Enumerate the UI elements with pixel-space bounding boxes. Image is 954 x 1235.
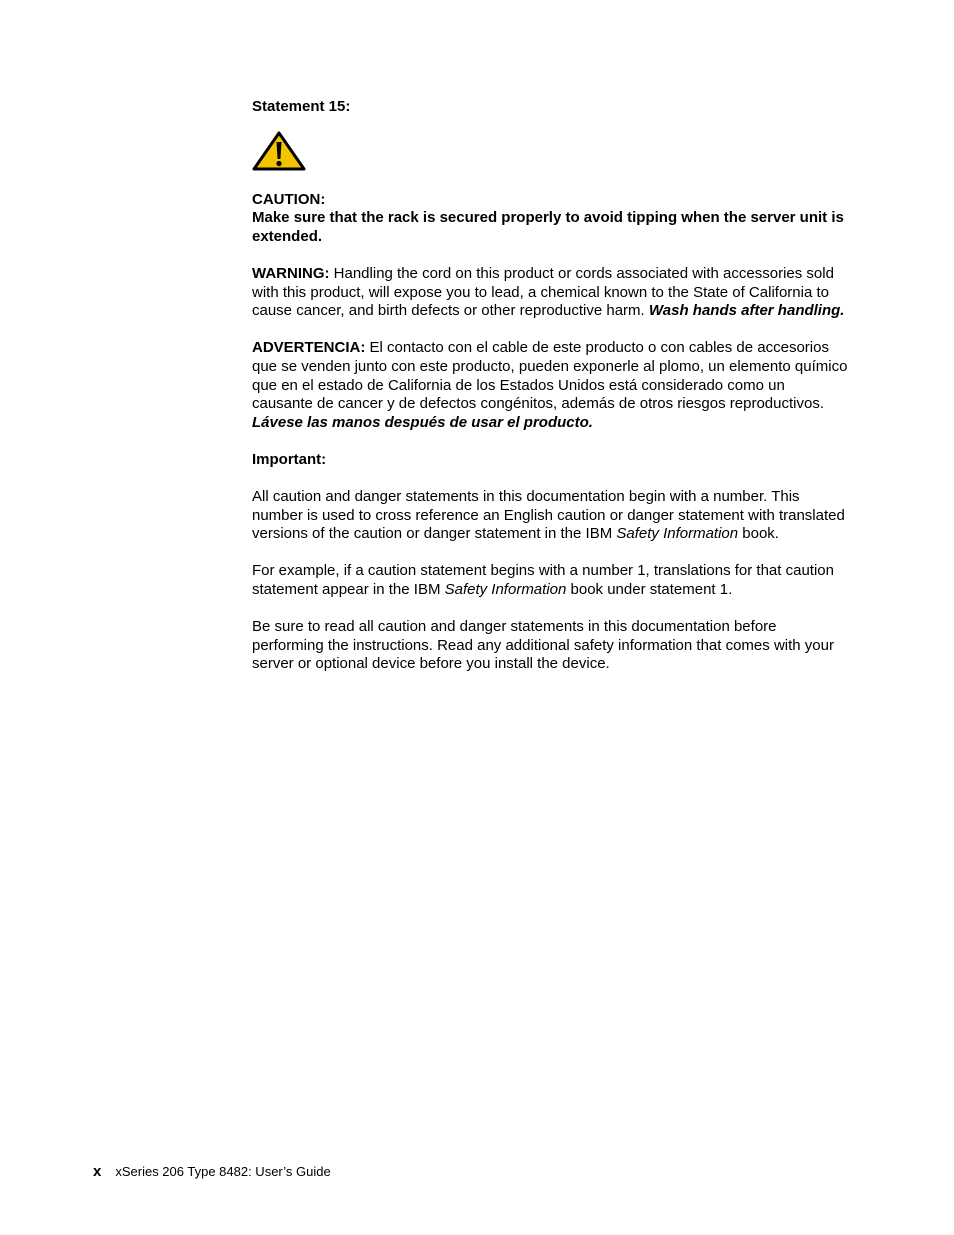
important-p1-book: Safety Information [616,525,739,543]
important-p1-text: All caution and danger statements in this documentation begin with a number. This number is used to cross reference an English caution or danger statement with translated versions of the caution or danger statement in the IBM [252,488,845,543]
important-p2-text: For example, if a caution statement begins with a number 1, translations for that caution statement appear in the IBM [252,562,834,599]
footer-title: xSeries 206 Type 8482: User’s Guide [115,1164,331,1179]
warning-triangle-icon [252,131,848,171]
warning-emphasis: Wash hands after handling. [648,302,845,320]
important-p2-book: Safety Information [444,581,567,599]
caution-label: CAUTION: [252,190,326,208]
warning-label: WARNING: [252,264,330,282]
important-paragraph-3: Be sure to read all caution and danger statements in this documentation before performing the instructions. Read any additional safety information that comes with your server or optional device before you install the device. [252,618,834,673]
advertencia-label: ADVERTENCIA: [252,339,366,357]
page-content [252,98,848,674]
important-paragraph-1 [252,488,848,544]
page-footer [93,1163,331,1181]
page-number: x [93,1163,102,1180]
warning-paragraph [252,265,848,321]
important-p2-tail: book under statement 1. [566,581,733,599]
statement-title: Statement 15: [252,98,351,115]
warning-text: Handling the cord on this product or cords associated with accessories sold with this product, will expose you to lead, a chemical known to the State of California to cause cancer, and birth defects or other reproductive harm. [252,264,834,320]
important-paragraph-2 [252,562,848,599]
advertencia-text: El contacto con el cable de este producto o con cables de accesorios que se venden junto con este producto, pueden exponerle al plomo, un elemento químico que en el estado de California de los Estados Unidos está considerado como un causante de cancer y de defectos congénitos, además de otros riesgos reproductivos. [252,339,848,413]
important-p1-tail: book. [738,525,779,543]
advertencia-emphasis: Lávese las manos después de usar el producto. [252,413,593,431]
important-label: Important: [252,450,327,468]
caution-text: Make sure that the rack is secured properly to avoid tipping when the server unit is extended. [252,209,844,245]
advertencia-paragraph [252,339,848,432]
